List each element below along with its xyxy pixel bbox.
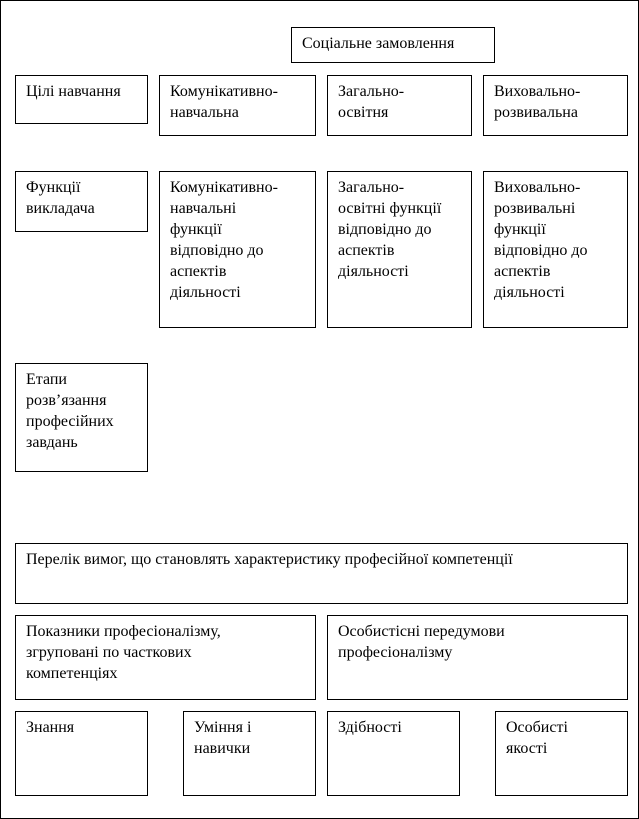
skills-box: Уміння і навички	[183, 711, 316, 796]
functions-label-box: Функції викладача	[15, 171, 148, 232]
knowledge-box: Знання	[15, 711, 148, 796]
goals-label-box: Цілі навчання	[15, 75, 148, 124]
indicators-box: Показники професіоналізму, згруповані по часткових компетенціях	[15, 615, 316, 700]
personal-qualities-box: Особисті якості	[495, 711, 628, 796]
goal-general-box: Загально- освітня	[327, 75, 472, 136]
function-general-box: Загально- освітні функції відповідно до аспектів діяльності	[327, 171, 472, 328]
goal-communicative-box: Комунікативно- навчальна	[159, 75, 316, 136]
stages-box: Етапи розв’язання професійних завдань	[15, 363, 148, 472]
abilities-box: Здібності	[327, 711, 460, 796]
requirements-box: Перелік вимог, що становлять характеристику професійної компетенції	[15, 543, 628, 604]
goal-educational-box: Виховально- розвивальна	[483, 75, 628, 136]
function-educational-box: Виховально- розвивальні функції відповідно до аспектів діяльності	[483, 171, 628, 328]
function-communicative-box: Комунікативно- навчальні функції відповідно до аспектів діяльності	[159, 171, 316, 328]
prerequisites-box: Особистісні передумови професіоналізму	[327, 615, 628, 700]
social-order-box: Соціальне замовлення	[291, 27, 495, 63]
